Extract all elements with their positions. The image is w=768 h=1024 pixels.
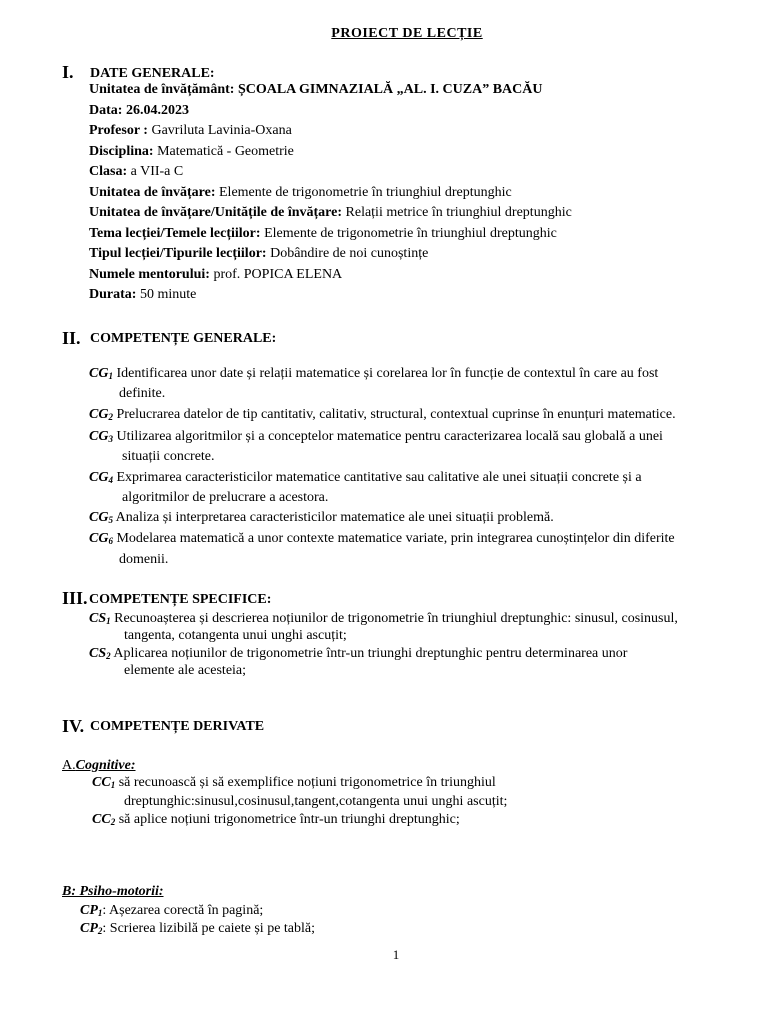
general-competence: $CG_2$ Prelucrarea datelor de tip cantitativ, calitativ, structural, contextual cuprinse în enunțuri matematice. bbox=[89, 407, 676, 422]
general-data-row: Tema lecției/Temele lecțiilor: Elemente de trigonometrie în triunghiul dreptunghic bbox=[89, 226, 557, 241]
general-competence: $CG_6$ Modelarea matematică a unor contexte matematice variate, prin integrarea cunoștințelor din diferite bbox=[89, 531, 675, 546]
specific-competence: $CS_2$ Aplicarea noțiunilor de trigonometrie într-un triunghi dreptunghic pentru determinarea unor bbox=[89, 646, 628, 661]
specific-competence-cont: elemente ale acesteia; bbox=[124, 663, 247, 678]
general-competence-cont: domenii. bbox=[119, 552, 169, 567]
general-competence-cont: definite. bbox=[119, 386, 166, 401]
specific-competence: $CS_1$ Recunoașterea și descrierea noțiunilor de trigonometrie în triunghiul dreptunghic: sinusul, cosinusul, bbox=[89, 611, 678, 626]
general-competence-cont: algoritmilor de prelucrare a acestora. bbox=[122, 490, 329, 505]
psychomotor-competence: $CP_1$: Așezarea corectă în pagină; bbox=[80, 903, 264, 918]
general-data-row: Durata: 50 minute bbox=[89, 287, 197, 302]
section-3-number: III. bbox=[62, 588, 88, 608]
specific-competence-cont: tangenta, cotangenta unui unghi ascuțit; bbox=[124, 628, 347, 643]
section-4-heading: COMPETENȚE DERIVATE bbox=[90, 719, 265, 734]
section-4-number: IV. bbox=[62, 716, 85, 736]
general-competence: $CG_4$ Exprimarea caracteristicilor matematice cantitative sau calitative ale unei situații concrete și a bbox=[89, 470, 642, 485]
page-number: 1 bbox=[392, 947, 400, 962]
general-data-row: Disciplina: Matematică - Geometrie bbox=[89, 144, 294, 159]
general-data-row: Tipul lecției/Tipurile lecțiilor: Dobândire de noi cunoștințe bbox=[89, 246, 429, 261]
general-data-row: Unitatea de învățământ: ȘCOALA GIMNAZIALĂ „AL. I. CUZA” BACĂU bbox=[89, 82, 543, 97]
general-data-row: Unitatea de învățare: Elemente de trigonometrie în triunghiul dreptunghic bbox=[89, 185, 512, 200]
psychomotor-competence: $CP_2$: Scrierea lizibilă pe caiete și pe tablă; bbox=[80, 921, 316, 936]
general-data-row: Numele mentorului: prof. POPICA ELENA bbox=[89, 267, 343, 282]
general-competence: $CG_5$ Analiza și interpretarea caracteristicilor matematice ale unei situații problemă. bbox=[89, 510, 554, 525]
section-2-heading: COMPETENȚE GENERALE: bbox=[90, 331, 277, 346]
section-3-heading: COMPETENȚE SPECIFICE: bbox=[89, 592, 272, 607]
psychomotor-heading: B: Psiho-motorii: bbox=[62, 884, 164, 899]
general-data-row: Unitatea de învățare/Unitățile de învățare: Relații metrice în triunghiul dreptunghic bbox=[89, 205, 572, 220]
derived-competence: $CC_1$ să recunoască și să exemplifice noțiuni trigonometrice în triunghiul bbox=[92, 775, 496, 790]
general-competence: $CG_1$ Identificarea unor date și relații matematice și corelarea lor în funcție de contextul în care au fost bbox=[89, 366, 659, 381]
derived-competence: $CC_2$ să aplice noțiuni trigonometrice într-un triunghi dreptunghic; bbox=[92, 812, 460, 827]
document-title: PROIECT DE LECȚIE bbox=[331, 26, 483, 41]
general-data-row: Clasa: a VII-a C bbox=[89, 164, 184, 179]
general-competence-cont: situații concrete. bbox=[122, 449, 215, 464]
general-data-row: Profesor : Gavriluta Lavinia-Oxana bbox=[89, 123, 292, 138]
general-data-row: Data: 26.04.2023 bbox=[89, 103, 189, 118]
section-1-heading: DATE GENERALE: bbox=[90, 66, 215, 81]
section-1-number: I. bbox=[62, 62, 74, 82]
derived-competence-cont: dreptunghic:sinusul,cosinusul,tangent,cotangenta unui unghi ascuțit; bbox=[124, 794, 508, 809]
section-2-number: II. bbox=[62, 328, 81, 348]
cognitive-heading: A.Cognitive: bbox=[62, 758, 136, 773]
general-competence: $CG_3$ Utilizarea algoritmilor și a conceptelor matematice pentru caracterizarea locală sau globală a unei bbox=[89, 429, 663, 444]
